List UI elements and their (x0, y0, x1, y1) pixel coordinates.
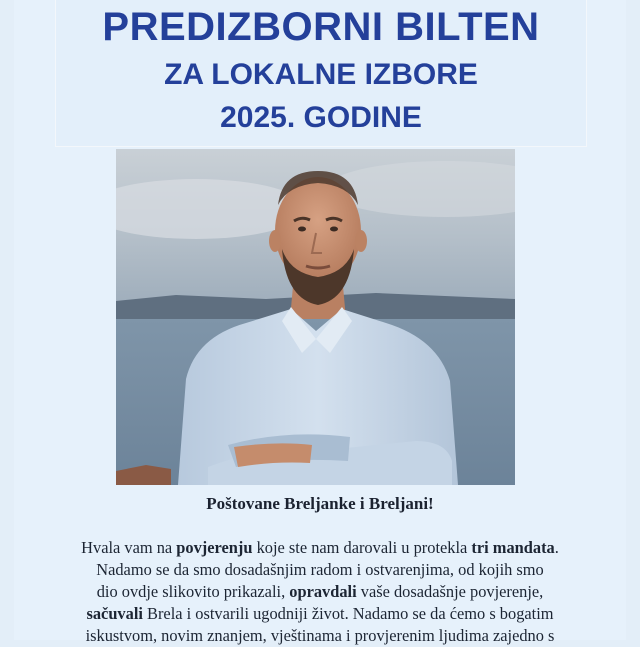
header-subtitle: ZA LOKALNE IZBORE (164, 58, 478, 91)
letter-line: sačuvali Brela i ostvarili ugodniji život. Nadamo se da ćemo s bogatim (86, 604, 554, 623)
letter-line: Nadamo se da smo dosadašnjim radom i ostvarenjima, od kojih smo (96, 560, 544, 579)
letter-line: dio ovdje slikovito prikazali, opravdali vaše dosadašnje povjerenje, (96, 582, 544, 601)
emphasis-tri-mandata: tri mandata (471, 538, 555, 557)
emphasis-sacuvali: sačuvali (86, 604, 143, 623)
emphasis-povjerenju: povjerenju (176, 538, 253, 557)
bulletin-header (55, 0, 587, 147)
letter-body (50, 537, 590, 647)
letter-line: iskustvom, novim znanjem, vještinama i provjerenim ljudima zajedno s (85, 626, 555, 645)
emphasis-opravdali: opravdali (289, 582, 357, 601)
header-year: 2025. GODINE (220, 101, 422, 134)
greeting-heading: Poštovane Breljanke i Breljani! (206, 494, 434, 513)
candidate-photo (116, 149, 515, 485)
header-title: PREDIZBORNI BILTEN (102, 5, 540, 49)
letter-line: Hvala vam na povjerenju koje ste nam darovali u protekla tri mandata. (81, 538, 559, 557)
